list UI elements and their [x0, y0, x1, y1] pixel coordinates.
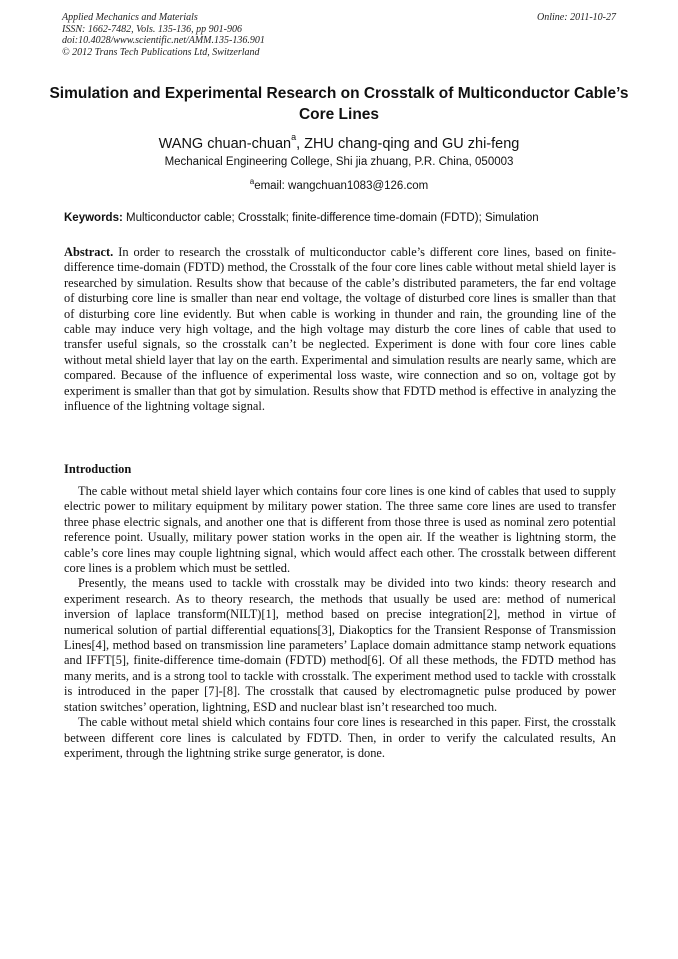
author-list [40, 130, 638, 153]
journal-name: Applied Mechanics and Materials [62, 12, 198, 23]
email-address: email: wangchuan1083@126.com [254, 179, 429, 192]
intro-paragraph-2: Presently, the means used to tackle with crosstalk may be divided into two kinds: theory research and experiment research. As to theory research, the methods that usually be used are: method of numerical inversion of laplace transform(NILT)[1], method based on precise integration[2], method in virtue of numerical solution of partial differential equations[3], Diakoptics for the Transient Response of Transmission Lines[4], method based on transmission line parameters’ Laplace domain admittance stamp network equations and IFFT[5], finite-difference time-domain (FDTD) method[6]. Of all these methods, the FDTD method has many merits, and is a strong tool to tackle with crosstalk. The experiment method used to tackle with crosstalk is introduced in the paper [7]-[8]. The crosstalk that caused by electromagnetic pulse produced by power station switches’ operation, lightning, ESD and nuclear blast isn’t researched too much. [64, 576, 616, 714]
section-heading-introduction: Introduction [64, 462, 132, 476]
journal-info [62, 12, 616, 58]
other-authors: , ZHU chang-qing and GU zhi-feng [296, 135, 520, 152]
author-1: WANG chuan-chuan [158, 135, 292, 152]
abstract [64, 245, 616, 414]
email-line [40, 175, 638, 193]
email-affil-mark: a [249, 177, 255, 186]
intro-paragraph-1: The cable without metal shield layer which contains four core lines is one kind of cables that used to supply electric power to military equipment by military power station. The three same core lines are used to transfer three phase electric signals, and another one that is different from those three is used as nominal zero potential reference point. Usually, military power station works in the open air. If the weather is lightning storm, the cable’s core lines may couple lightning signal, which would affect each other. The crosstalk between different core lines is a problem which must be settled. [64, 484, 616, 576]
abstract-text: In order to research the crosstalk of multiconductor cable’s different core lines, based on finite-difference time-domain (FDTD) method, the Crosstalk of the four core lines cable without metal shield layer is researched by simulation. Results show that because of the cable’s distributed parameters, the far end voltage of disturbing core line is smaller than near end voltage, the voltage of disturbed core lines is smaller than that of disturbing core line evidently. But when cable is working in thunder and rain, the grounding line of the cable may induce very high voltage, and the high voltage may disturb the core lines of cable that used to transfer useful signals, so the crosstalk can’t be neglected. Experiment is done with four core lines cable without metal shield layer that lay on the earth. Experimental and simulation results are nearly same, which are compared. Because of the influence of experimental loss waste, wire connection and so on, voltage got by experiment is smaller than that got by simulation. Results show that FDTD method is effective in analyzing the influence of the lightning voltage signal. [64, 245, 616, 414]
online-date: Online: 2011-10-27 [537, 12, 616, 23]
issn-line: ISSN: 1662-7482, Vols. 135-136, pp 901-906 [62, 23, 242, 35]
abstract-label: Abstract. [64, 245, 114, 259]
keywords-text: Multiconductor cable; Crosstalk; finite-difference time-domain (FDTD); Simulation [122, 212, 539, 224]
introduction-body [64, 484, 616, 761]
running-header [62, 12, 616, 58]
keywords [64, 211, 616, 225]
keywords-label: Keywords: [64, 212, 123, 224]
intro-paragraph-3: The cable without metal shield which contains four core lines is researched in this paper. First, the crosstalk between different core lines is calculated by FDTD. Then, in order to verify the calculated results, An experiment, through the lightning strike surge generator, is done. [64, 715, 616, 760]
affiliation: Mechanical Engineering College, Shi jia zhuang, P.R. China, 050003 [164, 156, 514, 168]
author-1-affil-mark: a [291, 132, 297, 142]
copyright-line: © 2012 Trans Tech Publications Ltd, Switzerland [62, 46, 260, 58]
paper-title: Simulation and Experimental Research on Crosstalk of Multiconductor Cable’s Core Lines [49, 85, 629, 123]
doi-line: doi:10.4028/www.scientific.net/AMM.135-136.901 [62, 35, 265, 46]
